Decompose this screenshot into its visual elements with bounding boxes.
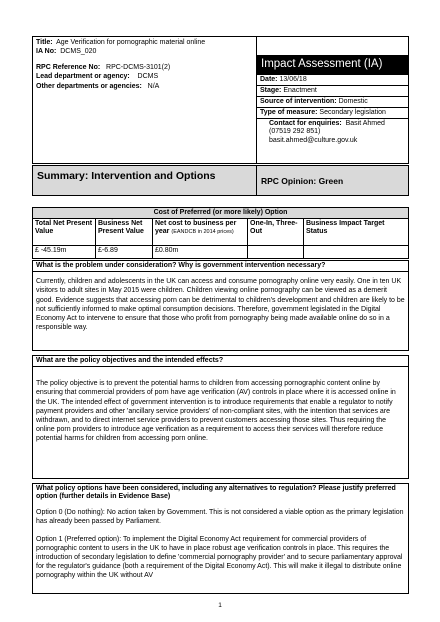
header-meta	[257, 37, 408, 163]
date-label: Date:	[260, 76, 278, 83]
source-label: Source of intervention:	[260, 98, 337, 105]
cost-table	[32, 207, 409, 259]
measure-value: Secondary legislation	[319, 109, 386, 116]
option-1: Option 1 (Preferred option): To implement the Digital Economy Act requirement for commercial providers of pornographic content to users in the UK to have in place robust age verification controls in place. This requires the introduction of secondary legislation to define 'commercial pornography provider' and to secure parliamentary approval for the regulator's guidance (both a requirement of the Digital Economy Act). This will make it illegal to distribute online pornography within the UK without AV	[36, 535, 403, 580]
cost-col-header: Business Net Present Value	[96, 219, 152, 246]
rpc-opinion: RPC Opinion: Green	[261, 176, 344, 186]
contact-label: Contact for enquiries:	[269, 120, 342, 127]
options-body	[33, 506, 408, 581]
contact-phone: (07519 292 851)	[269, 128, 321, 136]
cost-col-value	[248, 246, 303, 257]
objectives-body: The policy objective is to prevent the potential harms to children from accessing pornographic content online by ensuring that commercial providers of porn have age verification (AV) controls in place where it is accessed online in the UK. The intended effect of government intervention is to introduce requirements that enable a regulator to notify payment providers and other 'ancillary service providers' of non-compliant sites, with the intention that services are withdrawn, and to direct internet service providers to prevent customers accessing those sites. Thus requiring the online porn providers to introduce age verification as a requirement to access their services will therefore reduce potential harms for children from accessing porn online.	[36, 380, 396, 442]
contact-name: Basit Ahmed	[345, 120, 385, 127]
rpc-ref-value: RPC-DCMS-3101(2)	[106, 63, 171, 71]
problem-heading: What is the problem under consideration? Why is government intervention necessary?	[33, 261, 408, 272]
options-section	[32, 483, 409, 594]
problem-body: Currently, children and adolescents in the UK can access and consume pornography online very easily. One in ten UK visitors to adult sites in May 2015 were children. Children viewing online pornography can be viewed as a demerit good. Evidence suggests that accessing porn can be detrimental to children's development and children are likely to be not sufficiently informed to make optimal consumption decisions. Therefore, government legislated in the Digital Economy Act to intervene to ensure that those who profit from pornography being made available online do so in a responsible way.	[36, 278, 405, 331]
page-number: 1	[218, 602, 222, 609]
measure-cell	[257, 107, 408, 118]
measure-label: Type of measure:	[260, 109, 318, 116]
cost-col-business-npv	[96, 219, 153, 258]
other-dept-label: Other departments or agencies:	[36, 82, 142, 90]
title-label: Title:	[36, 39, 53, 46]
cost-col-one-in-three-out	[248, 219, 304, 258]
summary-title: Summary: Intervention and Options	[33, 166, 257, 195]
date-cell	[257, 74, 408, 85]
cost-col-business-impact	[304, 219, 408, 258]
contact-cell	[257, 118, 408, 163]
cost-col-total-npv	[33, 219, 96, 258]
cost-col-value: £ -45.19m	[35, 247, 67, 254]
options-heading: What policy options have been considered, including any alternatives to regulation? Please justify preferred option (further details in Evidence Base)	[36, 485, 396, 501]
cost-col-header: Business Impact Target Status	[304, 219, 408, 246]
cost-col-value: £0.80m	[155, 247, 179, 254]
header-section	[32, 36, 409, 164]
cost-table-title: Cost of Preferred (or more likely) Option	[33, 208, 408, 219]
ia-no-value: DCMS_020	[60, 48, 97, 56]
stage-value: Enactment	[283, 87, 317, 94]
cost-col-header: Total Net Present Value	[33, 219, 95, 246]
contact-email[interactable]: basit.ahmed@culture.gov.uk	[269, 136, 358, 144]
title-value: Age Verification for pornographic material online	[56, 39, 206, 46]
date-value: 13/06/18	[279, 76, 307, 83]
other-dept-value: N/A	[147, 82, 160, 90]
option-0: Option 0 (Do nothing): No action taken by Government. This is not considered a viable option as the primary legislation has already been passed by Parliament.	[36, 508, 404, 525]
impact-assessment-title: Impact Assessment (IA)	[257, 55, 408, 74]
stage-label: Stage:	[260, 87, 282, 94]
rpc-ref-label: RPC Reference No:	[36, 63, 101, 71]
lead-dept-label: Lead department or agency:	[36, 73, 130, 81]
lead-dept-value: DCMS	[137, 73, 159, 81]
ia-no-label: IA No:	[36, 48, 57, 56]
cost-col-header: One-In, Three-Out	[248, 219, 303, 246]
cost-col-value: £-6.89	[98, 247, 118, 254]
summary-bar	[32, 165, 409, 196]
cost-col-header: Net cost to business per year	[155, 220, 237, 236]
cost-col-header-wrap	[153, 219, 247, 246]
cost-col-value	[304, 246, 408, 257]
objectives-heading: What are the policy objectives and the intended effects?	[33, 356, 408, 367]
cost-col-net-cost	[153, 219, 248, 258]
stage-cell	[257, 85, 408, 96]
source-value: Domestic	[338, 98, 368, 105]
header-details	[33, 37, 257, 163]
objectives-section	[32, 355, 409, 479]
problem-section	[32, 260, 409, 351]
source-cell	[257, 96, 408, 107]
cost-col-subheader: (EANDCB in 2014 prices)	[171, 229, 234, 236]
